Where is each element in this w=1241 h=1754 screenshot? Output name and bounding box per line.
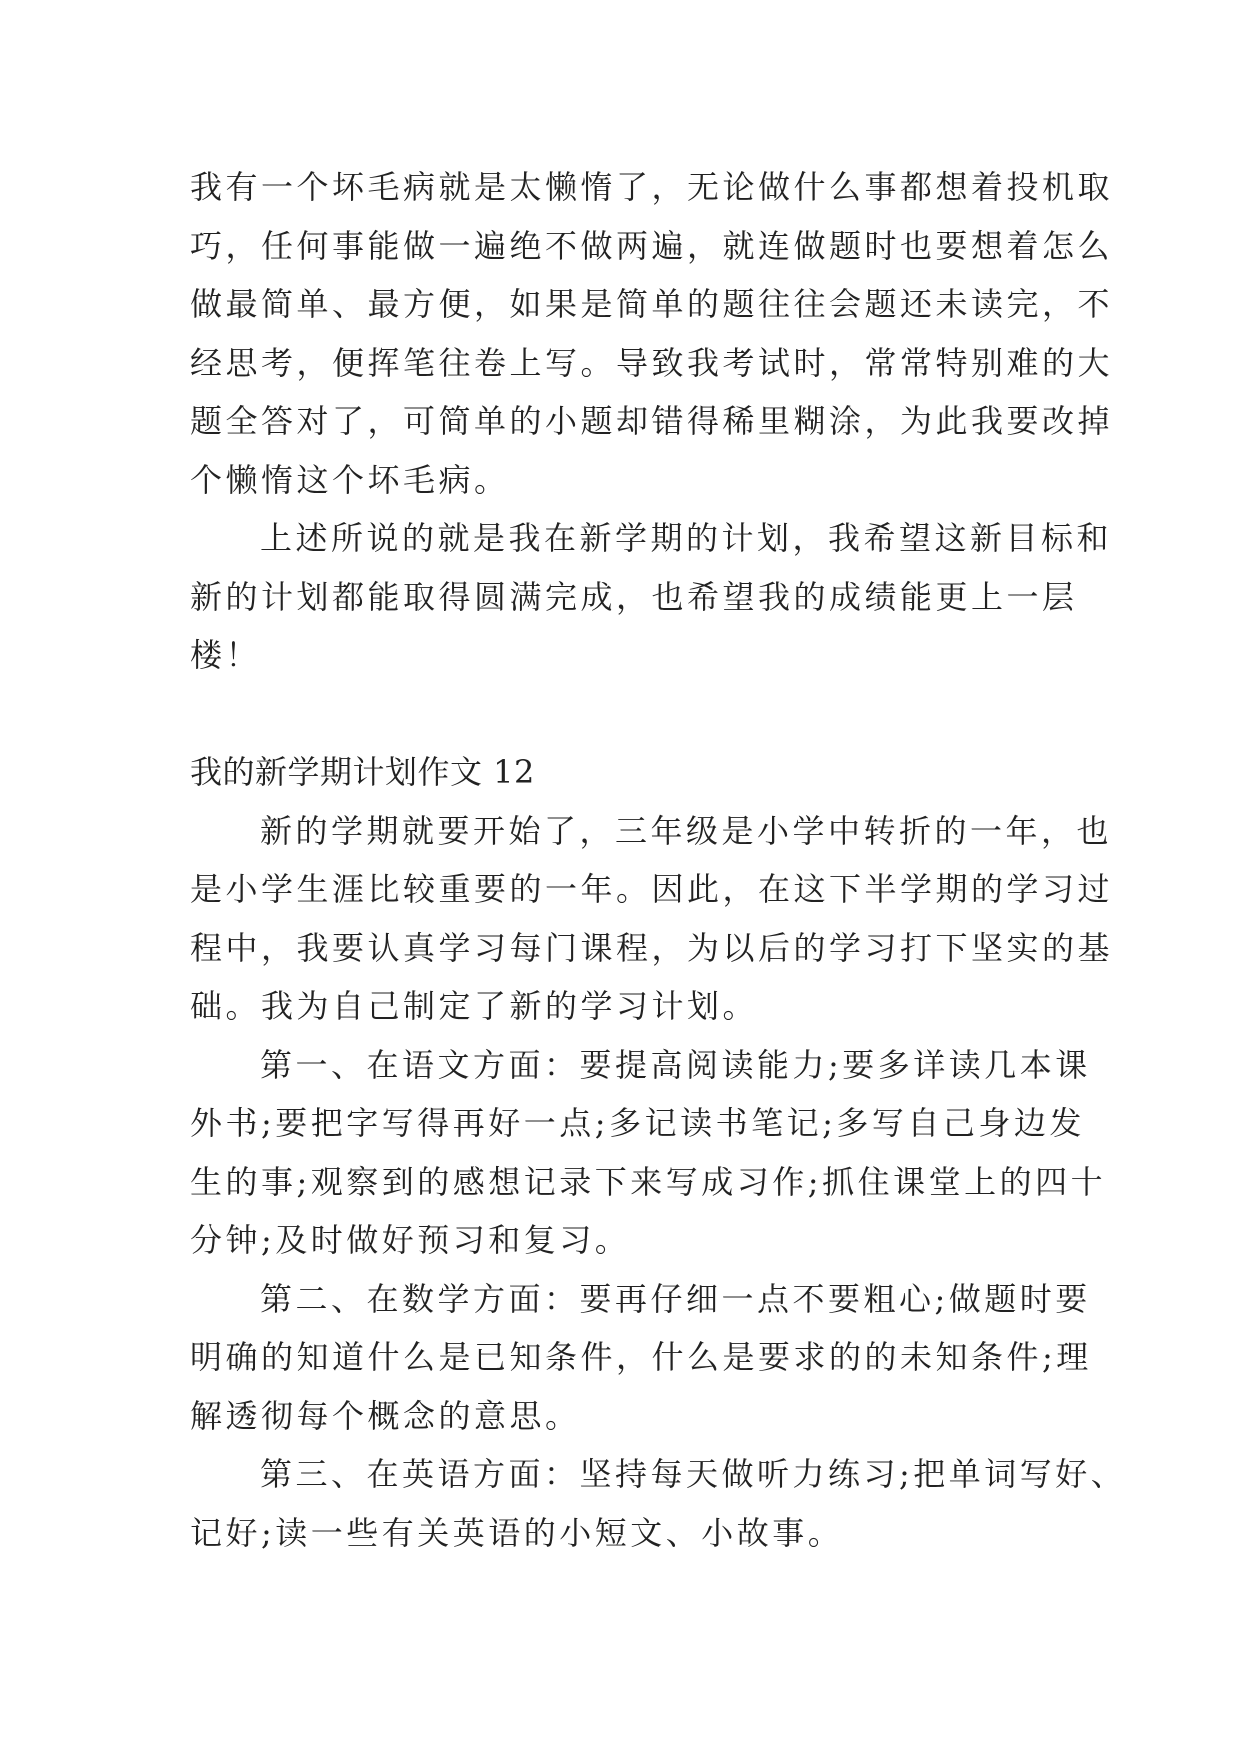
text-line: 经思考，便挥笔往卷上写。导致我考试时，常常特别难的大 [190, 343, 1114, 382]
text-line: 记好;读一些有关英语的小短文、小故事。 [190, 1513, 844, 1552]
text-line: 新的学期就要开始了，三年级是小学中转折的一年，也 [260, 811, 1113, 850]
text-line: 第一、在语文方面：要提高阅读能力;要多详读几本课 [260, 1045, 1091, 1084]
paragraph-math [190, 1270, 1092, 1446]
text-line: 外书;要把字写得再好一点;多记读书笔记;多写自己身边发 [190, 1104, 1085, 1142]
section-gap [190, 685, 1070, 744]
paragraph-chinese [190, 1036, 1107, 1270]
text-line: 分钟;及时做好预习和复习。 [190, 1221, 631, 1259]
text-line: 做最简单、最方便，如果是简单的题往往会题还未读完，不 [190, 285, 1114, 323]
text-line: 巧，任何事能做一遍绝不做两遍，就连做题时也要想着怎么 [190, 226, 1114, 265]
text-line: 楼！ [190, 636, 262, 674]
text-line: 我有一个坏毛病就是太懒惰了，无论做什么事都想着投机取 [190, 168, 1114, 206]
text-line: 第二、在数学方面：要再仔细一点不要粗心;做题时要 [260, 1279, 1091, 1318]
text-line: 第三、在英语方面：坚持每天做听力练习;把单词写好、 [260, 1455, 1127, 1493]
text-line: 新的计划都能取得圆满完成，也希望我的成绩能更上一层 [190, 577, 1078, 616]
text-line: 明确的知道什么是已知条件，什么是要求的的未知条件;理 [190, 1338, 1092, 1376]
paragraph-intro [190, 802, 1114, 1036]
paragraph-english [190, 1445, 1127, 1562]
document-body [190, 158, 1127, 1562]
text-line: 上述所说的就是我在新学期的计划，我希望这新目标和 [260, 519, 1113, 557]
text-line: 生的事;观察到的感想记录下来写成习作;抓住课堂上的四十 [190, 1162, 1107, 1201]
text-line: 础。我为自己制定了新的学习计划。 [190, 987, 759, 1025]
section-title: 我的新学期计划作文 12 [190, 753, 535, 791]
paragraph-bad-habit [190, 158, 1114, 509]
text-line: 个懒惰这个坏毛病。 [190, 460, 510, 499]
text-line: 程中，我要认真学习每门课程，为以后的学习打下坚实的基 [190, 928, 1114, 967]
paragraph-conclusion [190, 509, 1113, 685]
text-line: 是小学生涯比较重要的一年。因此，在这下半学期的学习过 [190, 870, 1114, 908]
text-line: 解透彻每个概念的意思。 [190, 1396, 581, 1435]
text-line: 题全答对了，可简单的小题却错得稀里糊涂，为此我要改掉 [190, 402, 1114, 440]
